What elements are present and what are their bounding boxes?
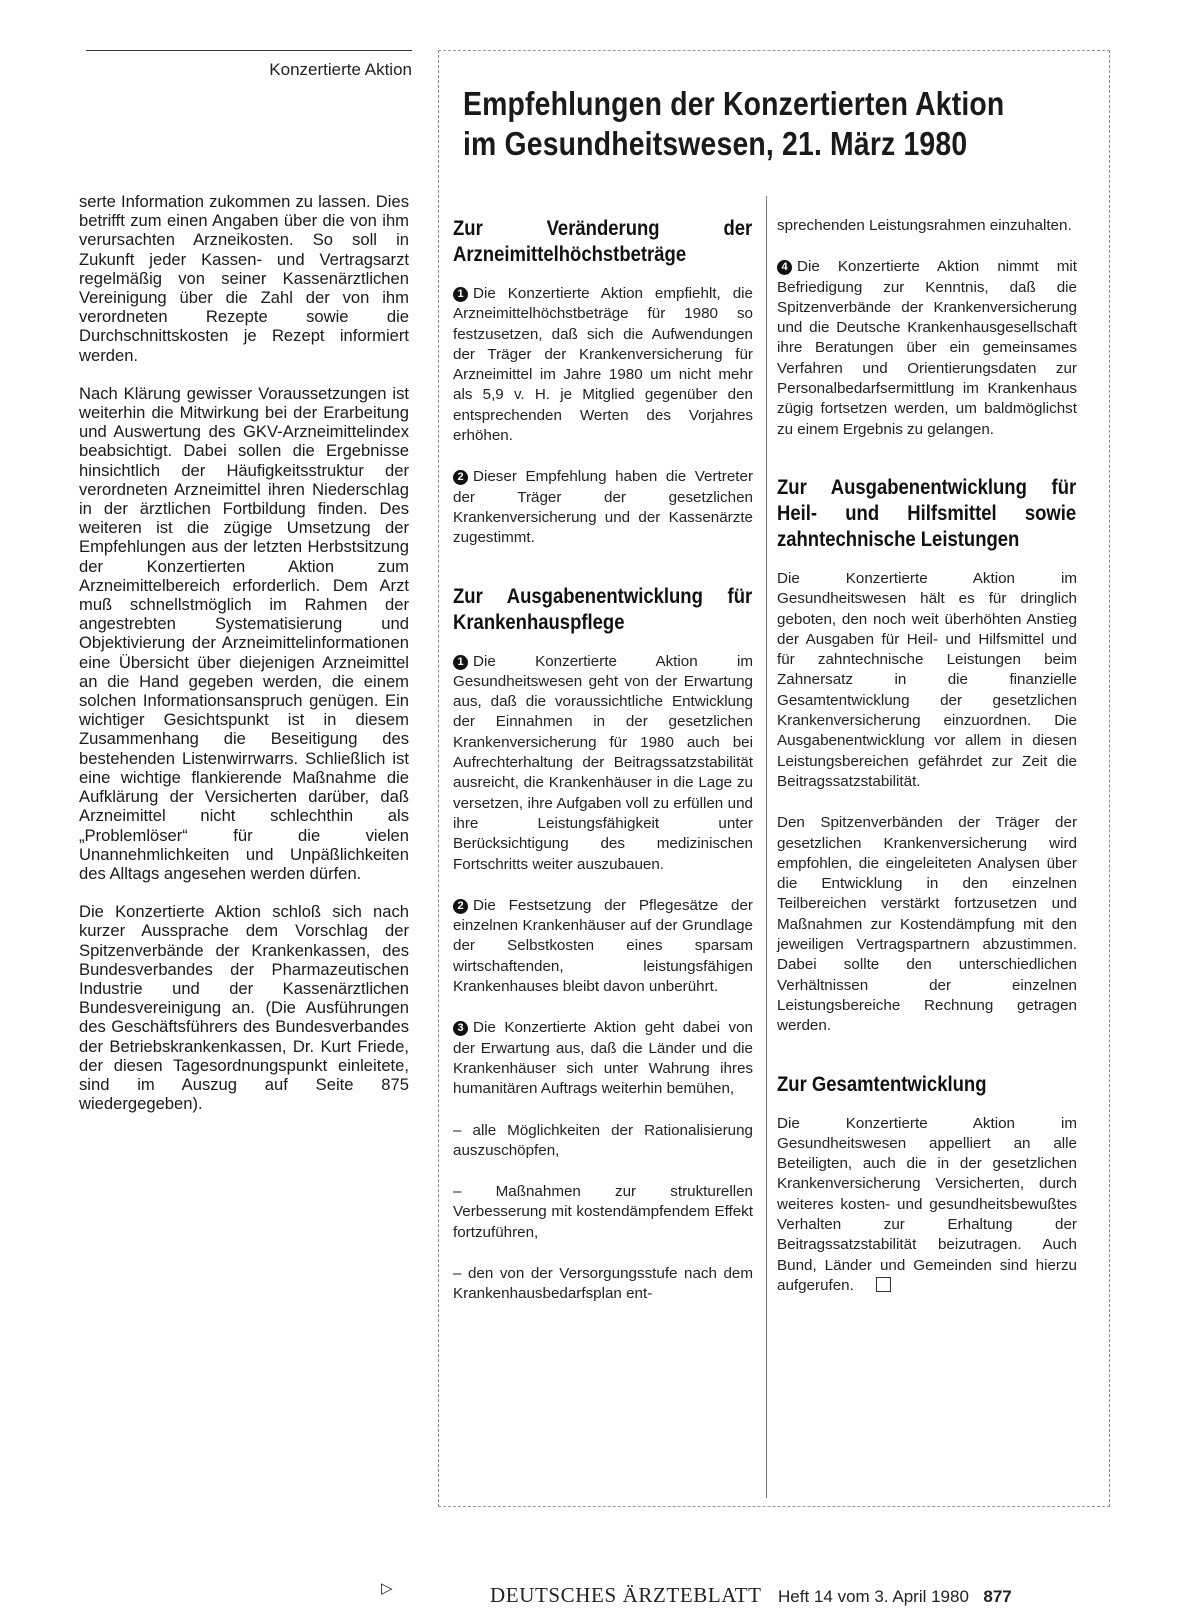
dash-item: – Maßnahmen zur strukturellen Verbesserung mit kostendämpfendem Effekt fortzuführen,	[453, 1183, 753, 1241]
left-column	[79, 192, 409, 1113]
paragraph-text: Die Festsetzung der Pflegesätze der einzelnen Krankenhäuser auf der Grundlage der Selbstkosten eines sparsam wirtschaftenden, leistungsfähigen Krankenhauses bleibt davon unberührt.	[453, 896, 753, 996]
recommendation-paragraph: Den Spitzenverbänden der Träger der gesetzlichen Krankenversicherung wird empfohlen, die eingeleiteten Analysen über die Entwicklung in den einzelnen Teilbereichen verstärkt fortzusetzen und Maßnahmen zur Kostendämpfung mit den jeweiligen Vertragspartnern abzustimmen. Dabei sollte den unterschiedlichen Verhältnissen der einzelnen Leistungsbereiche Rechnung getragen werden.	[777, 814, 1077, 1035]
column-divider	[766, 196, 767, 1498]
recommendation-paragraph	[777, 1114, 1077, 1297]
number-badge: 1	[453, 655, 468, 670]
number-badge: 4	[777, 260, 792, 275]
box-column-left	[453, 216, 753, 1326]
recommendation-paragraph: Die Konzertierte Aktion im Gesundheitswesen hält es für dringlich geboten, den noch weit überhöhten Anstieg der Ausgaben für Heil- und Hilfsmittel und für zahntechnische Leistungen beim Zahnersatz in die finanzielle Gesamtentwicklung der gesetzlichen Krankenversicherung einzuordnen. Die Ausgabenentwicklung vor allem in diesen Leistungsbereichen gefährdet zur Zeit die Beitragssatzstabilität.	[777, 569, 1077, 790]
paragraph-text: Die Konzertierte Aktion geht dabei von der Erwartung aus, daß die Länder und die Krankenhäuser sich unter Wahrung ihres humanitären Auftrags weiterhin bemühen,	[453, 1019, 753, 1098]
paragraph-text: Dieser Empfehlung haben die Vertreter der Träger der gesetzlichen Krankenversicherung und der Kassenärzte zugestimmt.	[453, 468, 753, 547]
subheading: Zur Ausgabenentwicklung für Krankenhauspflege	[453, 584, 753, 634]
box-title	[463, 84, 1013, 164]
journal-name: DEUTSCHES ÄRZTEBLATT	[490, 1583, 762, 1607]
subheading: Zur Ausgabenentwicklung für Heil- und Hilfsmittel sowie zahntechnische Leistungen	[777, 475, 1077, 551]
number-badge: 2	[453, 899, 468, 914]
number-badge: 3	[453, 1021, 468, 1036]
issue-info: Heft 14 vom 3. April 1980	[778, 1587, 969, 1606]
box-title-line: Empfehlungen der Konzertierten Aktion	[463, 85, 1005, 122]
box-column-right	[777, 216, 1077, 1317]
left-paragraph: Die Konzertierte Aktion schloß sich nach kurzer Aussprache dem Vorschlag der Spitzenverbände der Krankenkassen, des Bundesverbandes der Pharmazeutischen Industrie und der Kassenärztlichen Bundesvereinigung an. (Die Ausführungen des Geschäftsführers des Bundesverbandes der Betriebskrankenkassen, Dr. Kurt Friede, der diesen Tagesordnungspunkt einleitete, sind im Auszug auf Seite 875 wiedergegeben).	[79, 902, 409, 1114]
number-badge: 1	[453, 287, 468, 302]
page-number: 877	[983, 1587, 1012, 1606]
subheading: Zur Gesamtentwicklung	[777, 1072, 987, 1096]
left-paragraph: serte Information zukommen zu lassen. Dies betrifft zum einen Angaben über die von ihm verursachten Arzneikosten. So soll in Zukunft jeder Kassen- und Vertragsarzt regelmäßig von seiner Kassenärztlichen Vereinigung über die Zahl der von ihm verordneten Rezepte sowie die Durchschnittskosten je Rezept informiert werden.	[79, 192, 409, 365]
paragraph-text: Die Konzertierte Aktion im Gesundheitswesen geht von der Erwartung aus, daß die voraussichtliche Entwicklung der Einnahmen in der gesetzlichen Krankenversicherung für 1980 auch bei Aufrechterhaltung der Beitragssatzstabilität ausreicht, die Krankenhäuser in die Lage zu versetzen, ihre Aufgaben voll zu erfüllen und ihre Leistungsfähigkeit unter Berücksichtigung des medizinischen Fortschritts weiter auszubauen.	[453, 652, 753, 873]
recommendation-paragraph	[453, 1018, 753, 1099]
paragraph-text: Die Konzertierte Aktion nimmt mit Befriedigung zur Kenntnis, daß die Spitzenverbände der Krankenversicherung und die Deutsche Krankenhausgesellschaft ihre Beratungen über ein gemeinsames Verfahren und Orientierungsdaten zur Personalbedarfsermittlung im Krankenhaus zügig fortsetzen werden, um baldmöglichst zu einem Ergebnis zu gelangen.	[777, 258, 1077, 438]
number-badge: 2	[453, 470, 468, 485]
subheading: Zur Veränderung der Arzneimittelhöchstbeträge	[453, 217, 753, 266]
dash-item: – den von der Versorgungsstufe nach dem Krankenhausbedarfsplan ent-	[453, 1264, 753, 1303]
section-label: Konzertierte Aktion	[269, 60, 412, 79]
recommendation-paragraph	[453, 284, 753, 446]
dash-item: – alle Möglichkeiten der Rationalisierung auszuschöpfen,	[453, 1121, 753, 1159]
end-square-icon	[876, 1277, 891, 1292]
recommendation-paragraph	[453, 467, 753, 548]
paragraph-text: Die Konzertierte Aktion empfiehlt, die Arzneimittelhöchstbeträge für 1980 so festzusetzen, daß sich die Aufwendungen der Träger der Krankenversicherung für Arzneimittel im Jahre 1980 um nicht mehr als 5,9 v. H. je Mitglied gegenüber den entsprechenden Werten des Vorjahres erhöhen.	[453, 285, 753, 445]
recommendation-paragraph	[777, 257, 1077, 440]
paragraph-text: Die Konzertierte Aktion im Gesundheitswesen appelliert an alle Beteiligten, auch die in der gesetzlichen Krankenversicherung Versicherten, durch weiteres kosten- und gesundheitsbewußtes Verhalten zur Erhaltung der Beitragssatzstabilität beizutragen. Auch Bund, Länder und Gemeinden sind hierzu aufgerufen.	[777, 1114, 1077, 1294]
continued-paragraph: sprechenden Leistungsrahmen einzuhalten.	[777, 217, 1072, 234]
continue-arrow-icon: ▷	[381, 1580, 393, 1597]
recommendation-paragraph	[453, 896, 753, 997]
left-paragraph: Nach Klärung gewisser Voraussetzungen ist weiterhin die Mitwirkung bei der Erarbeitung und Auswertung des GKV-Arzneimittelindex beabsichtigt. Dabei sollen die Ergebnisse hinsichtlich der Häufigkeitsstruktur der verordneten Arzneimittel ihren Niederschlag in der ärztlichen Fortbildung finden. Des weiteren ist die zügige Umsetzung der Empfehlungen aus der letzten Herbstsitzung der Konzertierten Aktion zum Arzneimittelbereich erforderlich. Dem Arzt muß schnellstmöglich im Rahmen der angestrebten Systematisierung und Objektivierung der Arzneimittelinformationen eine Übersicht über diejenigen Arzneimittel an die Hand gegeben werden, die einem solchen Informationsanspruch genügen. Ein wichtiger Gesichtspunkt ist in diesem Zusammenhang die Beseitigung des bestehenden Listenwirrwarrs. Schließlich ist eine wichtige flankierende Maßnahme die Aufklärung der Versicherten darüber, daß Arzneimittel nicht schlechthin als „Problemlöser“ für die vielen Unannehmlichkeiten und Unpäßlichkeiten des Alltags angesehen werden dürfen.	[79, 383, 409, 883]
page-footer	[490, 1583, 1012, 1608]
recommendation-paragraph	[453, 652, 753, 875]
box-title-line: im Gesundheitswesen, 21. März 1980	[463, 125, 968, 162]
header-rule	[86, 50, 412, 51]
